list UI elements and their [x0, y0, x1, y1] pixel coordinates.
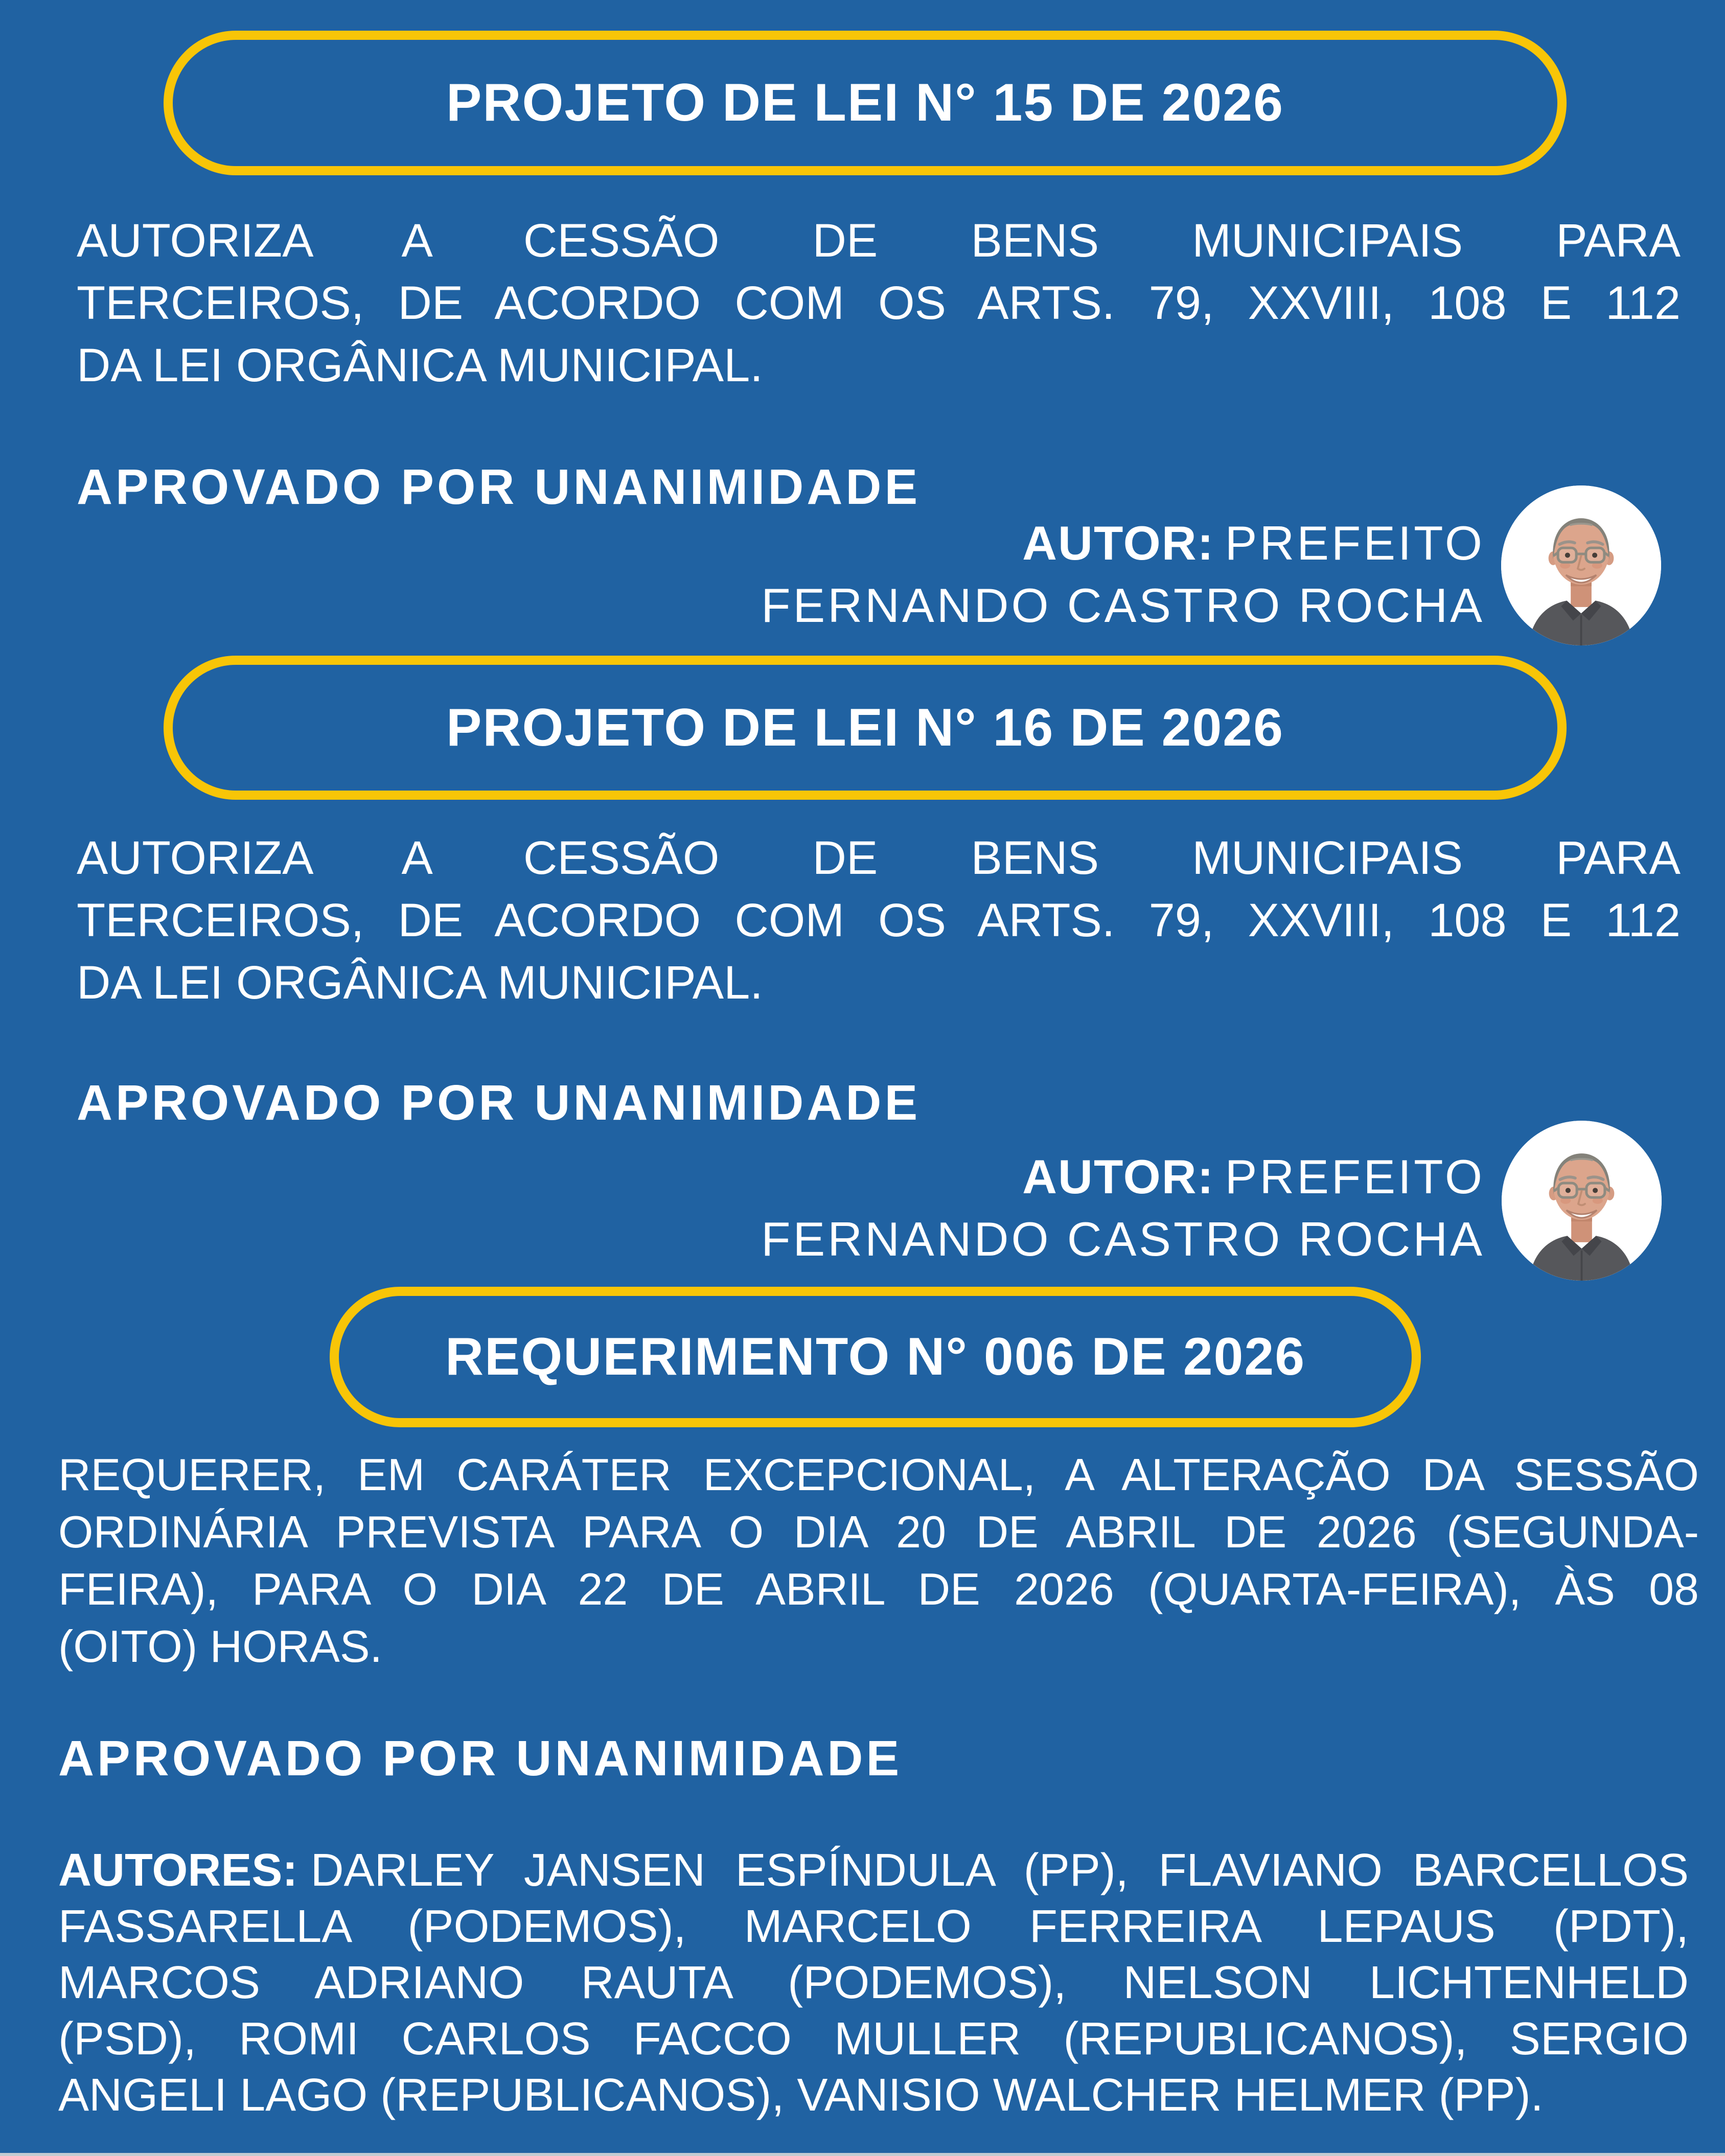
portrait-of-man-icon — [1502, 1121, 1662, 1281]
authors-label: AUTORES: — [58, 1845, 298, 1896]
status-approved-unanimous: APROVADO POR UNANIMIDADE — [77, 1075, 921, 1130]
section-title: PROJETO DE LEI N° 16 DE 2026 — [446, 698, 1284, 757]
section-title: PROJETO DE LEI N° 15 DE 2026 — [446, 73, 1284, 132]
title-pill-requerimento-006 — [330, 1287, 1421, 1427]
text-line: FASSARELLA (PODEMOS), MARCELO FERREIRA LEPAUS (PDT), — [58, 1901, 1689, 1952]
author-credit — [761, 1146, 1485, 1270]
section-summary-requerimento — [58, 1446, 1699, 1675]
text-line: ORDINÁRIA PREVISTA PARA O DIA 20 DE ABRIL DE 2026 (SEGUNDA- — [58, 1506, 1699, 1557]
author-role-line — [761, 1146, 1485, 1208]
portrait-of-man-icon — [1501, 485, 1661, 645]
author-photo — [1501, 485, 1661, 645]
section-summary-projeto-15 — [77, 210, 1681, 397]
text-line: TERCEIROS, DE ACORDO COM OS ARTS. 79, XXVIII, 108 E 112 — [77, 277, 1681, 329]
author-photo — [1502, 1121, 1662, 1281]
text-line: (OITO) HORAS. — [58, 1621, 382, 1672]
title-pill-projeto-16 — [164, 656, 1567, 800]
text-line: FEIRA), PARA O DIA 22 DE ABRIL DE 2026 (QUARTA-FEIRA), ÀS 08 — [58, 1564, 1699, 1614]
author-label: AUTOR: — [1022, 1150, 1214, 1203]
author-role: PREFEITO — [1225, 1150, 1485, 1203]
text-line: DA LEI ORGÂNICA MUNICIPAL. — [77, 339, 763, 391]
title-pill-projeto-15 — [164, 31, 1567, 175]
author-name: FERNANDO CASTRO ROCHA — [761, 578, 1485, 632]
status-approved-unanimous: APROVADO POR UNANIMIDADE — [77, 459, 921, 515]
author-role-line — [761, 512, 1485, 574]
text-line: DA LEI ORGÂNICA MUNICIPAL. — [77, 957, 763, 1009]
text-line: AUTORIZA A CESSÃO DE BENS MUNICIPAIS PARA — [77, 215, 1681, 267]
section-summary-projeto-16 — [77, 827, 1681, 1014]
status-approved-unanimous: APROVADO POR UNANIMIDADE — [58, 1730, 903, 1786]
text-line: REQUERER, EM CARÁTER EXCEPCIONAL, A ALTERAÇÃO DA SESSÃO — [58, 1449, 1699, 1500]
text-line: ANGELI LAGO (REPUBLICANOS), VANISIO WALCHER HELMER (PP). — [58, 2070, 1544, 2121]
text-line: AUTORES: DARLEY JANSEN ESPÍNDULA (PP), FLAVIANO BARCELLOS — [58, 1845, 1689, 1896]
author-name: FERNANDO CASTRO ROCHA — [761, 1212, 1485, 1266]
text-line: MARCOS ADRIANO RAUTA (PODEMOS), NELSON LICHTENHELD — [58, 1957, 1689, 2008]
authors-list — [58, 1842, 1689, 2123]
text-line: TERCEIROS, DE ACORDO COM OS ARTS. 79, XXVIII, 108 E 112 — [77, 894, 1681, 946]
text-line: (PSD), ROMI CARLOS FACCO MULLER (REPUBLICANOS), SERGIO — [58, 2013, 1689, 2065]
page-bottom-edge — [0, 2153, 1725, 2156]
author-credit — [761, 512, 1485, 637]
text-line: AUTORIZA A CESSÃO DE BENS MUNICIPAIS PARA — [77, 832, 1681, 884]
author-label: AUTOR: — [1022, 516, 1214, 570]
section-title: REQUERIMENTO N° 006 DE 2026 — [445, 1327, 1306, 1386]
author-role: PREFEITO — [1225, 516, 1485, 570]
